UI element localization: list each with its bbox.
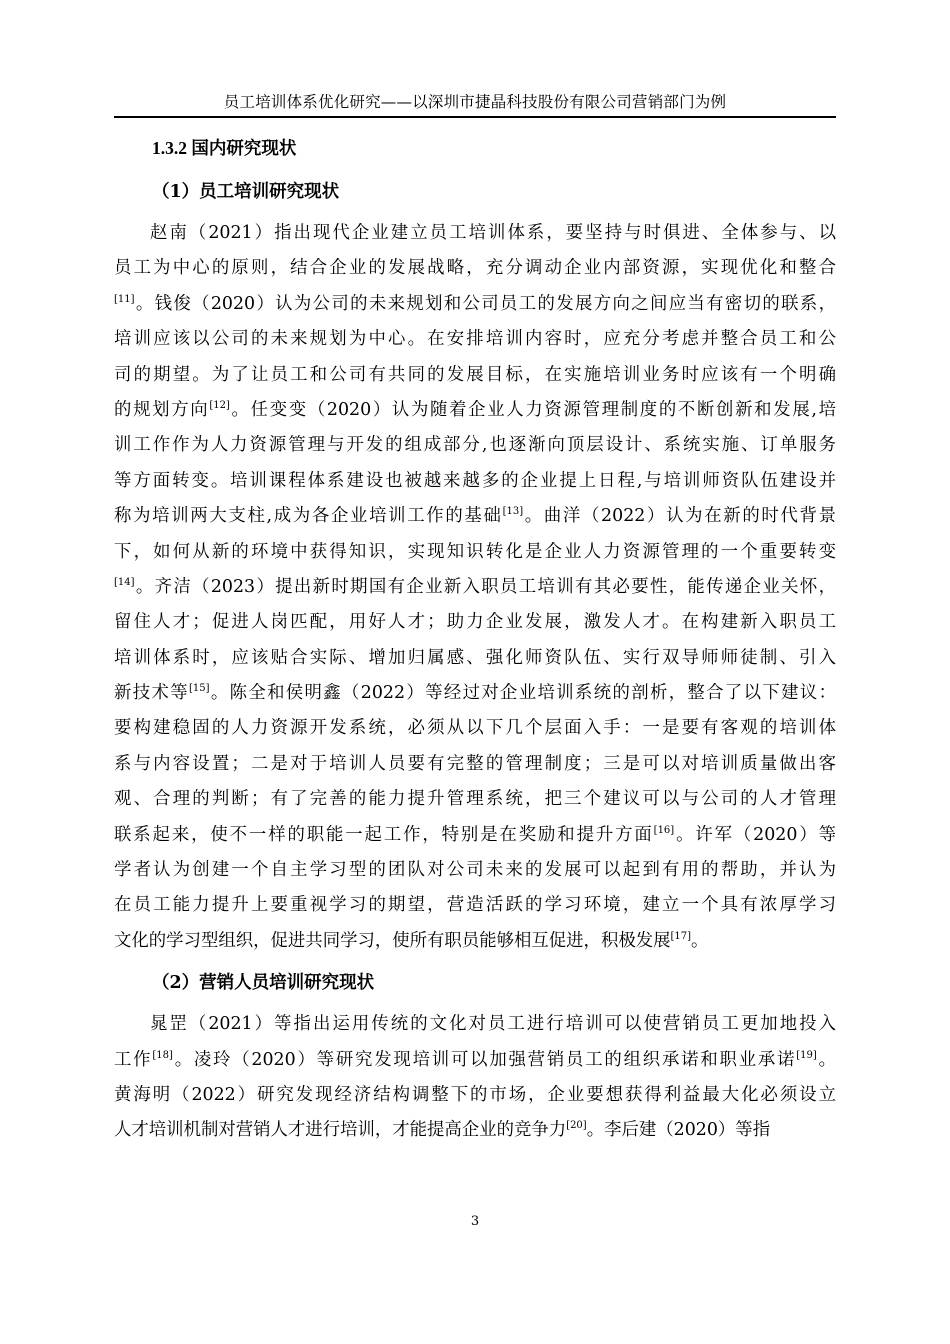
- citation-marker: [20]: [566, 1120, 587, 1132]
- text-line: [114, 358, 836, 393]
- citation-marker: [12]: [209, 400, 230, 412]
- subsection-heading-employee-training: （1）员工培训研究现状: [152, 182, 340, 202]
- text-line: [114, 1007, 836, 1042]
- paragraph-marketing-training: [114, 1007, 836, 1149]
- citation-marker: [13]: [502, 506, 524, 518]
- text-segment: 观、合理的判断；有了完善的能力提升管理系统，把三个建议可以与公司的人才管理: [114, 789, 836, 810]
- text-line: [114, 499, 836, 534]
- citation-marker: [19]: [796, 1049, 817, 1061]
- text-segment: 要构建稳固的人力资源开发系统，必须从以下几个层面入手：一是要有客观的培训体: [114, 718, 836, 739]
- text-segment: 学者认为创建一个自主学习型的团队对公司未来的发展可以起到有用的帮助，并认为: [114, 860, 836, 881]
- text-segment: 。: [691, 930, 709, 951]
- text-segment: 。齐洁（2023）提出新时期国有企业新入职员工培训有其必要性，能传递企业关怀，: [134, 576, 836, 597]
- text-line: [114, 464, 836, 499]
- text-line: [114, 818, 836, 853]
- citation-marker: [17]: [670, 931, 692, 943]
- text-line: [114, 888, 836, 923]
- text-line: [114, 782, 836, 817]
- text-line: [114, 570, 836, 605]
- text-segment: 等方面转变。培训课程体系建设也被越来越多的企业提上日程,与培训师资队伍建设并: [114, 470, 836, 491]
- citation-marker: [15]: [188, 683, 210, 695]
- text-segment: 系与内容设置；二是对于培训人员要有完整的管理制度；三是可以对培训质量做出客: [114, 753, 836, 774]
- text-segment: 培训应该以公司的未来规划为中心。在安排培训内容时，应充分考虑并整合员工和公: [114, 329, 836, 350]
- citation-marker: [18]: [152, 1049, 173, 1061]
- text-segment: 赵南（2021）指出现代企业建立员工培训体系，要坚持与时俱进、全体参与、以: [150, 223, 836, 243]
- text-segment: 。: [816, 1049, 836, 1070]
- text-segment: 司的期望。为了让员工和公司有共同的发展目标，在实施培训业务时应该有一个明确: [114, 364, 836, 385]
- text-segment: 人才培训机制对营销人才进行培训，才能提高企业的竞争力: [114, 1120, 567, 1141]
- text-line: [114, 605, 836, 640]
- page-number: 3: [470, 1214, 480, 1229]
- text-line: [114, 747, 836, 782]
- text-line: [114, 1043, 836, 1078]
- text-line: [114, 287, 836, 322]
- text-line: [114, 1113, 836, 1148]
- text-segment: 新技术等: [114, 683, 189, 704]
- page-content: [114, 130, 836, 1149]
- running-header: 员工培训体系优化研究——以深圳市捷晶科技股份有限公司营销部门为例: [223, 93, 727, 111]
- text-segment: 培训体系时，应该贴合实际、增加归属感、强化师资队伍、实行双导师师徒制、引入: [114, 647, 836, 668]
- text-line: [114, 711, 836, 746]
- citation-marker: [11]: [114, 293, 135, 305]
- text-segment: 称为培训两大支柱,成为各企业培训工作的基础: [114, 506, 503, 527]
- text-line: [114, 393, 836, 428]
- text-segment: 。凌玲（2020）等研究发现培训可以加强营销员工的组织承诺和职业承诺: [172, 1049, 797, 1070]
- citation-marker: [14]: [114, 577, 135, 589]
- text-segment: 。李后建（2020）等指: [586, 1120, 771, 1141]
- paragraph-employee-training: [114, 216, 836, 959]
- text-segment: 工作: [114, 1049, 153, 1070]
- text-segment: 晁罡（2021）等指出运用传统的文化对员工进行培训可以使营销员工更加地投入: [150, 1014, 836, 1035]
- text-segment: 。曲洋（2022）认为在新的时代背景: [523, 506, 836, 527]
- subsection-heading-marketing-training: （2）营销人员培训研究现状: [152, 973, 375, 994]
- text-segment: 联系起来，使不一样的职能一起工作，特别是在奖励和提升方面: [114, 824, 654, 845]
- text-segment: 。许军（2020）等: [674, 824, 836, 845]
- text-segment: 训工作作为人力资源管理与开发的组成部分,也逐渐向顶层设计、系统实施、订单服务: [114, 435, 836, 456]
- text-segment: 员工为中心的原则，结合企业的发展战略，充分调动企业内部资源，实现优化和整合: [114, 258, 836, 279]
- citation-marker: [16]: [653, 824, 675, 836]
- text-segment: 下，如何从新的环境中获得知识，实现知识转化是企业人力资源管理的一个重要转变: [114, 541, 836, 562]
- section-heading: 1.3.2 国内研究现状: [152, 138, 297, 158]
- text-segment: 黄海明（2022）研究发现经济结构调整下的市场，企业要想获得利益最大化必须设立: [114, 1084, 836, 1105]
- text-line: [114, 924, 836, 959]
- text-segment: 的规划方向: [114, 399, 210, 420]
- text-line: [114, 1078, 836, 1113]
- text-segment: 文化的学习型组织，促进共同学习，使所有职员能够相互促进，积极发展: [114, 930, 671, 951]
- text-segment: 。钱俊（2020）认为公司的未来规划和公司员工的发展方向之间应当有密切的联系，: [134, 293, 836, 314]
- text-line: [114, 216, 836, 251]
- text-line: [114, 322, 836, 357]
- text-segment: 。陈全和侯明鑫（2022）等经过对企业培训系统的剖析，整合了以下建议：: [209, 683, 836, 704]
- text-line: [114, 251, 836, 286]
- text-line: [114, 853, 836, 888]
- text-segment: 留住人才；促进人岗匹配，用好人才；助力企业发展，激发人才。在构建新入职员工: [114, 612, 836, 633]
- text-segment: 在员工能力提升上要重视学习的期望，营造活跃的学习环境，建立一个具有浓厚学习: [114, 895, 836, 916]
- header-rule: [114, 116, 836, 118]
- text-line: [114, 676, 836, 711]
- text-line: [114, 535, 836, 570]
- text-line: [114, 428, 836, 463]
- text-line: [114, 641, 836, 676]
- text-segment: 。任变变（2020）认为随着企业人力资源管理制度的不断创新和发展,培: [229, 399, 836, 420]
